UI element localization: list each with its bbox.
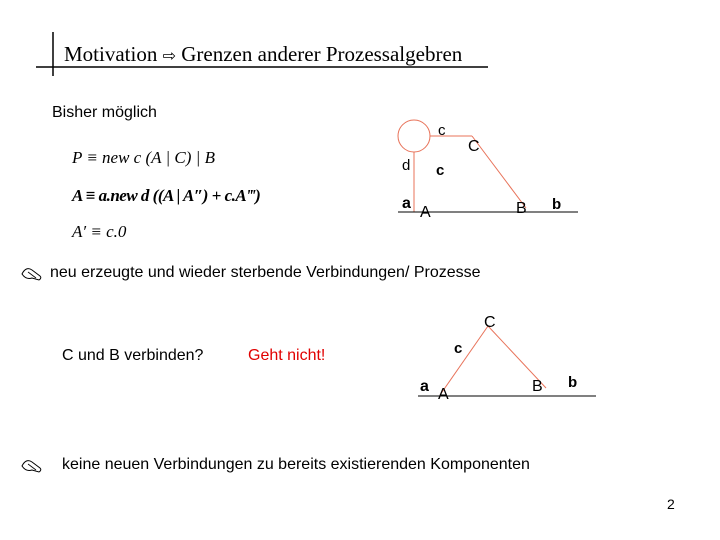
pen-hand-icon <box>22 269 41 280</box>
pen-hand-icon <box>22 461 41 472</box>
diagram2-label-B: B <box>532 378 543 395</box>
page-number: 2 <box>667 496 675 512</box>
section1-heading: Bisher möglich <box>52 104 157 121</box>
diagram2-label-C: C <box>484 314 496 331</box>
diagram1-label-A: A <box>420 204 431 221</box>
diagram1-label-d: d <box>402 157 411 174</box>
diagram2-label-c: c <box>454 340 463 357</box>
diagram2-label-A: A <box>438 386 449 403</box>
slide-title <box>64 42 462 67</box>
diagram1-label-C: C <box>468 138 480 155</box>
right-arrow-icon: ⇨ <box>162 46 176 65</box>
formula-p: P ≡ new c (A | C) | B <box>72 148 215 167</box>
formula-a: A ≡ a.new d ((A | A″) + c.A‴) <box>72 186 261 205</box>
bullet-1-text: neu erzeugte und wieder sterbende Verbindungen/ Prozesse <box>50 264 481 281</box>
diagram2-label-b: b <box>568 374 578 391</box>
title-left-text: Motivation <box>64 42 158 66</box>
title-right-text: Grenzen anderer Prozessalgebren <box>181 42 463 66</box>
diagram1-circle-node <box>398 120 430 152</box>
diagram1-label-c-top: c <box>438 122 446 139</box>
formula-a-prime: A′ ≡ c.0 <box>72 222 127 241</box>
diagram2-label-a: a <box>420 378 429 395</box>
diagram1-label-B: B <box>516 200 527 217</box>
diagram1-label-a: a <box>402 195 411 212</box>
diagram1-edge-c-mid <box>472 136 526 208</box>
question-text: C und B verbinden? <box>62 347 204 364</box>
answer-text: Geht nicht! <box>248 347 326 364</box>
diagram2-edge-c-left <box>440 326 488 395</box>
bullet-2-text: keine neuen Verbindungen zu bereits existierenden Komponenten <box>62 456 530 473</box>
diagram1-label-b: b <box>552 196 562 213</box>
diagram1-label-c-mid: c <box>436 162 445 179</box>
